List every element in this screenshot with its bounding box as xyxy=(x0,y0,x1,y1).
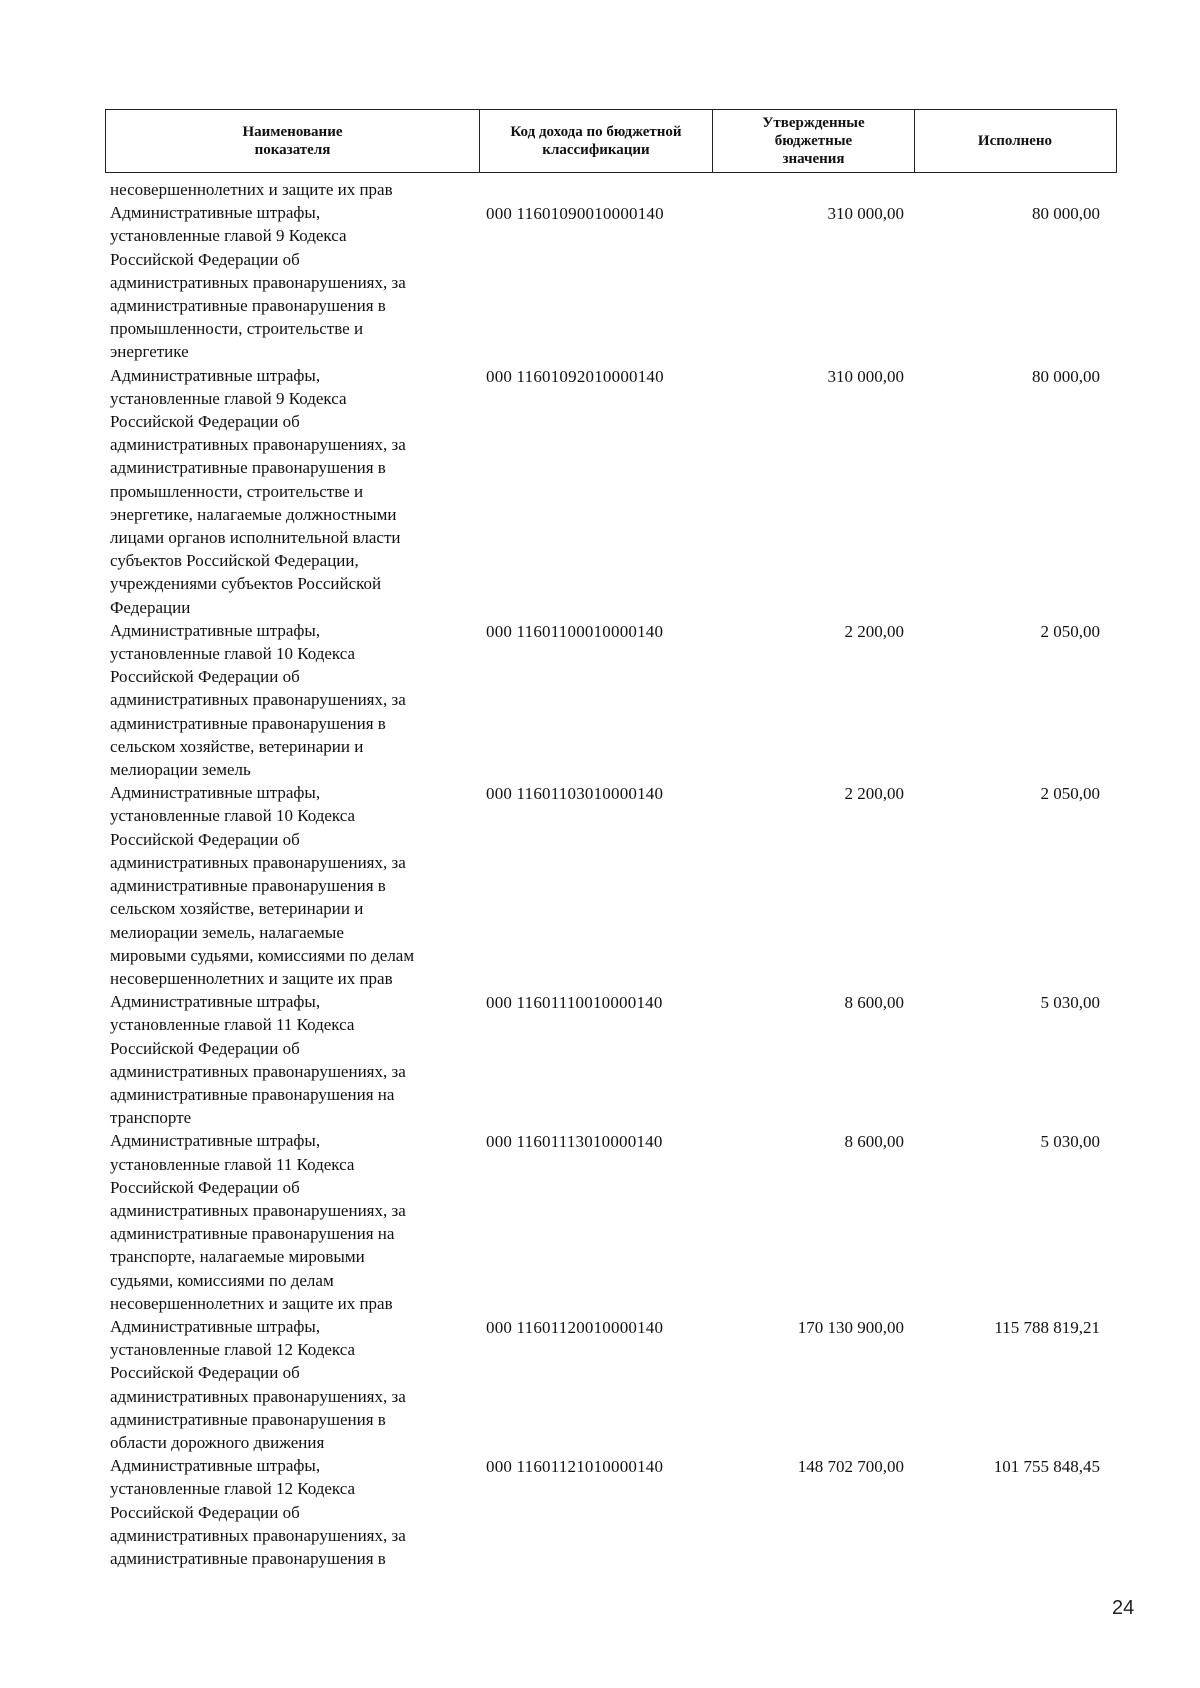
table-header xyxy=(105,109,1117,173)
table-row xyxy=(110,619,1130,781)
table-row xyxy=(110,364,1130,619)
row-executed-value: 80 000,00 xyxy=(1032,366,1100,386)
row-executed-value xyxy=(910,178,1110,201)
row-executed-value: 2 050,00 xyxy=(1040,784,1100,804)
table-row xyxy=(110,1454,1130,1570)
row-approved-value: 8 600,00 xyxy=(844,1132,904,1152)
header-indicator-name: Наименование показателя xyxy=(106,110,480,172)
row-approved-value: 148 702 700,00 xyxy=(797,1457,904,1477)
row-indicator-name: Административные штрафы, установленные главой 12 Кодекса Российской Федерации об административных правонарушениях, за административные правонарушения в xyxy=(110,1456,406,1568)
table-row xyxy=(110,990,1130,1129)
row-indicator-name: Административные штрафы, установленные главой 11 Кодекса Российской Федерации об административных правонарушениях, за административные правонарушения на транспорте, налагаемые мировыми судьями, комиссиями по делам несовершеннолетних и защите их прав xyxy=(110,1131,406,1313)
row-executed-value: 101 755 848,45 xyxy=(993,1457,1100,1477)
header-executed: Исполнено xyxy=(977,133,1053,149)
row-budget-code: 000 11601110010000140 xyxy=(486,993,663,1013)
header-approved-values: Утвержденные бюджетные значения xyxy=(713,110,915,172)
row-executed-value: 5 030,00 xyxy=(1040,1132,1100,1152)
page-number: 24 xyxy=(1112,1597,1135,1619)
row-indicator-name: Административные штрафы, установленные главой 9 Кодекса Российской Федерации об административных правонарушениях, за административные правонарушения в промышленности, строительстве и энергетике xyxy=(110,203,406,362)
row-indicator-name: Административные штрафы, установленные главой 10 Кодекса Российской Федерации об административных правонарушениях, за административные правонарушения в сельском хозяйстве, ветеринарии и мелиорации земель xyxy=(110,620,406,780)
header-budget-code: Код дохода по бюджетной классификации xyxy=(480,110,713,172)
row-indicator-name: Административные штрафы, установленные главой 12 Кодекса Российской Федерации об административных правонарушениях, за административные правонарушения в области дорожного движения xyxy=(110,1316,406,1452)
row-indicator-name: несовершеннолетних и защите их прав xyxy=(110,180,393,199)
row-approved-value: 8 600,00 xyxy=(844,993,904,1013)
table-body xyxy=(110,178,1130,1570)
row-budget-code: 000 11601121010000140 xyxy=(486,1457,664,1477)
row-approved-value xyxy=(710,178,910,201)
row-approved-value: 310 000,00 xyxy=(827,204,904,224)
row-approved-value: 310 000,00 xyxy=(827,366,904,386)
row-executed-value: 80 000,00 xyxy=(1032,204,1100,224)
row-budget-code: 000 11601103010000140 xyxy=(486,784,664,804)
row-indicator-name: Административные штрафы, установленные главой 10 Кодекса Российской Федерации об административных правонарушениях, за административные правонарушения в сельском хозяйстве, ветеринарии и мелиорации земель, налагаемые мировыми судьями, комиссиями по делам несовершеннолетних и защите их прав xyxy=(110,783,415,988)
row-approved-value: 2 200,00 xyxy=(844,621,904,641)
row-indicator-name: Административные штрафы, установленные главой 9 Кодекса Российской Федерации об административных правонарушениях, за административные правонарушения в промышленности, строительстве и энергетике, налагаемые должностными лицами органов исполнительной власти субъектов Российской Федерации, учреждениями субъектов Российской Федерации xyxy=(110,365,406,617)
table-row xyxy=(110,201,1130,363)
row-budget-code: 000 11601113010000140 xyxy=(486,1132,663,1152)
row-indicator-name: Административные штрафы, установленные главой 11 Кодекса Российской Федерации об административных правонарушениях, за административные правонарушения на транспорте xyxy=(110,992,406,1128)
row-budget-code: 000 11601092010000140 xyxy=(486,366,664,386)
row-executed-value: 115 788 819,21 xyxy=(994,1317,1100,1337)
table-row xyxy=(110,1315,1130,1454)
row-approved-value: 2 200,00 xyxy=(844,784,904,804)
row-approved-value: 170 130 900,00 xyxy=(797,1317,904,1337)
row-executed-value: 5 030,00 xyxy=(1040,993,1100,1013)
row-budget-code: 000 11601100010000140 xyxy=(486,621,664,641)
table-row xyxy=(110,1129,1130,1315)
row-budget-code: 000 11601120010000140 xyxy=(486,1317,664,1337)
table-row xyxy=(110,178,1130,201)
table-row xyxy=(110,781,1130,990)
row-executed-value: 2 050,00 xyxy=(1040,621,1100,641)
row-budget-code: 000 11601090010000140 xyxy=(486,204,664,224)
row-budget-code xyxy=(480,178,710,201)
